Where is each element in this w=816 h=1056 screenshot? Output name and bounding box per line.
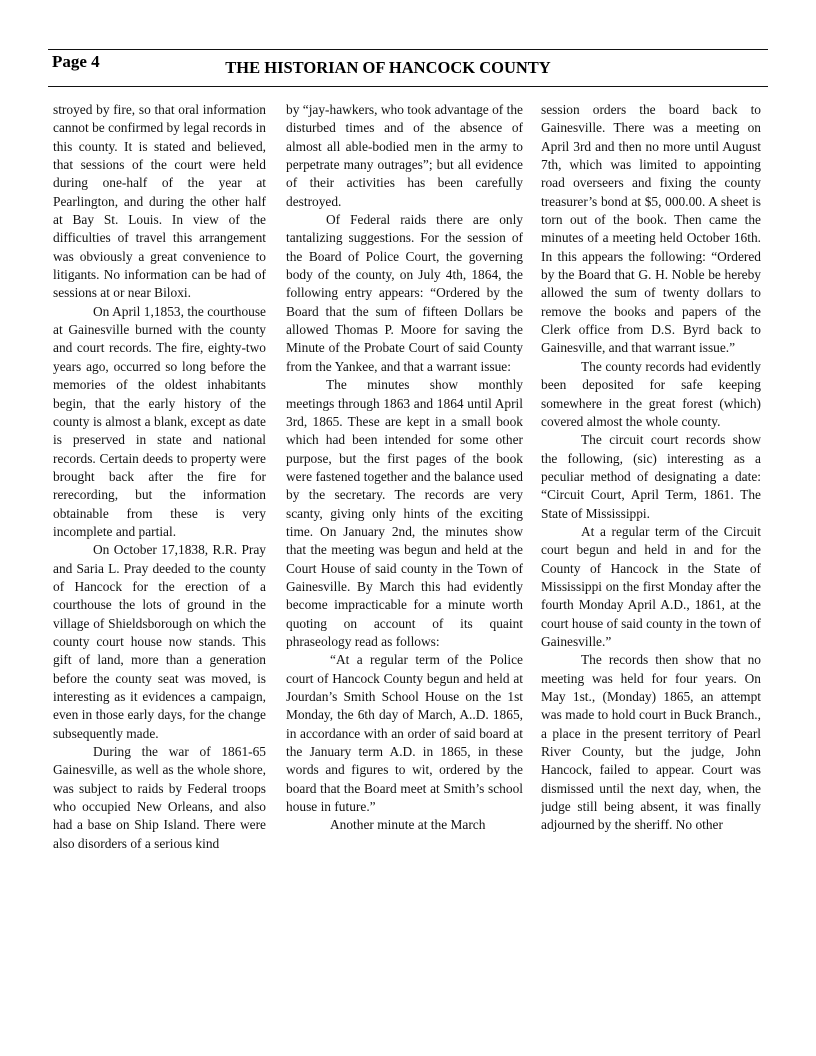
paragraph: The records then show that no meeting was held for four years. On May 1st., (Monday) 1865, an attempt was made to hold court in Buck Branch., a place in the present territory of Pearl River County, but the judge, John Hancock, failed to appear. Court was dismissed until the next day, when, the judge still being absent, it was finally adjourned by the sheriff. No other	[541, 652, 761, 833]
header-bottom-rule	[48, 86, 768, 87]
header-top-rule	[48, 49, 768, 50]
paragraph: stroyed by fire, so that oral information cannot be confirmed by legal records in this county. It is stated and believed, that sessions of the court were held during one-half of the year at Pearlington, and during the other half at Bay St. Louis. In view of the difficulties of travel this arrangement was obviously a great convenience to litigants. No information can be had of sessions at or near Biloxi.	[53, 102, 266, 301]
quotation-paragraph: “At a regular term of the Police court of Hancock County begun and held at Jourdan’s Smith School House on the 1st Monday, the 6th day of March, A..D. 1865, in accordance with an order of said board at the January term A.D. in 1865, in these words and figures to wit, ordered by the board that the Board meet at Smith’s school house in future.”	[286, 652, 523, 815]
paragraph: Of Federal raids there are only tantalizing suggestions. For the session of the Board of Police Court, the governing body of the county, on July 4th, 1864, the following entry appears: “Ordered by the Board that the sum of fifteen Dollars be allowed Thomas P. Moore for saving the Minute of the Probate Court of said County from the Yankee, and that a warrant issue:	[286, 212, 523, 374]
paragraph: The county records had evidently been deposited for safe keeping somewhere in the great forest (which) covered almost the whole county.	[541, 358, 761, 429]
paragraph: During the war of 1861-65 Gainesville, as well as the whole shore, was subject to raids by Federal troops who occupied New Orleans, and also had a base on Ship Island. There were also disorders of a serious kind	[53, 744, 266, 851]
paragraph: by “jay-hawkers, who took advantage of the disturbed times and of the absence of almost all able-bodied men in the army to perpetrate many outrages”; but all evidence of their activities has been carefully destroyed.	[286, 102, 523, 209]
page-number: Page 4	[52, 52, 100, 71]
paragraph: The circuit court records show the following, (sic) interesting as a peculiar method of designating a date: “Circuit Court, April Term, 1861. The State of Mississippi.	[541, 432, 761, 521]
newsletter-title: THE HISTORIAN OF HANCOCK COUNTY	[225, 58, 551, 77]
paragraph: On October 17,1838, R.R. Pray and Saria L. Pray deeded to the county of Hancock for the erection of a courthouse the lots of ground in the village of Shieldsborough on which the county court house now stands. This gift of land, more than a generation before the county seat was moved, is interesting as it evidences a campaign, even in those early days, for the change subsequently made.	[53, 542, 266, 741]
paragraph: The minutes show monthly meetings through 1863 and 1864 until April 3rd, 1865. These are kept in a small book which had been intended for some other purpose, but the first pages of the book were fastened together and the balance used by the secretary. The records are very scanty, giving only hints of the exciting time. On January 2nd, the minutes show that the meeting was begun and held at the Court House of said county in the Town of Gainesville. By March this had evidently become impracticable for a minute worth quoting on account of its quaint phraseology read as follows:	[286, 377, 523, 649]
text-column-1	[53, 101, 266, 1001]
paragraph: At a regular term of the Circuit court begun and held in and for the County of Hancock in the State of Mississippi on the first Monday after the fourth Monday April A.D., 1861, at the court house of said county in the town of Gainesville.”	[541, 523, 761, 649]
text-column-3	[541, 101, 761, 1001]
paragraph: session orders the board back to Gainesville. There was a meeting on April 3rd and then no more until August 7th, which was limited to appointing road overseers and fixing the county treasurer’s bond at $5, 000.00. A sheet is torn out of the book. Then came the minutes of a meeting held October 16th. In this appears the following: “Ordered by the Board that G. H. Noble be hereby allowed the sum of twenty dollars to remove the books and papers of the Clerk office from D.S. Byrd back to Gainesville, and that warrant issue.”	[541, 102, 761, 356]
paragraph: Another minute at the March	[330, 817, 486, 833]
text-column-2	[286, 101, 523, 1001]
paragraph: On April 1,1853, the courthouse at Gainesville burned with the county and court records. The fire, eighty-two years ago, occurred so long before the memories of the oldest inhabitants begin, that the early history of the county is almost a blank, except as date is preserved in state and national records. Certain deeds to property were brought back after the fire for rerecording, but the information obtainable from these is very incomplete and partial.	[53, 303, 266, 539]
